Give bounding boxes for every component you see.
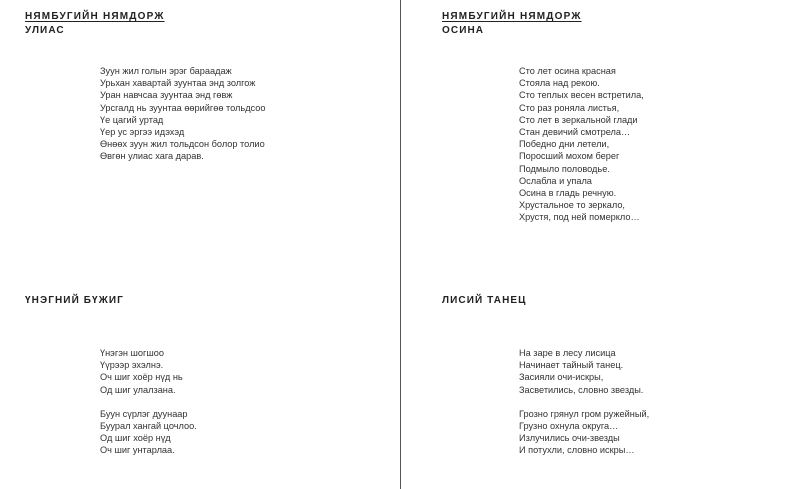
poem-line: Сто теплых весен встретила, xyxy=(519,90,644,101)
poem-line: Уран навчсаа зуунтаа энд гөвж xyxy=(100,90,233,101)
poem-line: Өнөөх зуун жил тольдсон болор толио xyxy=(100,139,265,150)
poem-text xyxy=(519,347,649,457)
poem-line: Хрустя, под ней померкло… xyxy=(519,212,640,223)
poem-line: Стан девичий смотрела… xyxy=(519,127,631,138)
poem-line: Үүрээр эхэлнэ. xyxy=(100,360,164,371)
poem-title: ОСИНА xyxy=(442,25,485,36)
poem-line: Ослабла и упала xyxy=(519,175,592,186)
poem-line: Начинает тайный танец. xyxy=(519,360,624,371)
right-page xyxy=(402,0,800,489)
poem-line: Оч шиг хоёр нүд нь xyxy=(100,372,183,383)
poem-line: Үер ус эргээ идэхэд xyxy=(100,127,185,138)
poem-line: Осина в гладь речную. xyxy=(519,188,617,199)
poem-line: Засветились, словно звезды. xyxy=(519,384,644,395)
poem-line: Засияли очи-искры, xyxy=(519,372,604,383)
page-divider xyxy=(400,0,401,489)
poem-line: Победно дни летели, xyxy=(519,139,610,150)
poem-title: ҮНЭГНИЙ БҮЖИГ xyxy=(25,295,124,306)
poem-line: Од шиг улалзана. xyxy=(100,384,176,395)
poem-line: Поросший мохом берег xyxy=(519,151,620,162)
poem-line: Сто лет в зеркальной глади xyxy=(519,114,638,125)
poem-line: Од шиг хоёр нүд xyxy=(100,433,171,444)
poem-line: Зуун жил голын эрэг бараадаж xyxy=(100,66,232,76)
poem-line: Сто раз роняла листья, xyxy=(519,102,620,113)
poem-line: Сто лет осина красная xyxy=(519,66,616,76)
poem-line: Грузно охнула округа… xyxy=(519,421,619,432)
poem-text xyxy=(100,347,197,457)
poem-line: Хрустальное то зеркало, xyxy=(519,200,625,211)
author-name: НЯМБУГИЙН НЯМДОРЖ xyxy=(25,11,165,22)
poem-line: Излучились очи-звезды xyxy=(519,433,620,444)
poem-line: Буурал хангай цочлоо. xyxy=(100,421,197,432)
poem-text xyxy=(519,65,644,224)
poem-title: УЛИАС xyxy=(25,25,65,36)
poem-line: Урьхан хавартай зуунтаа энд золгож xyxy=(100,78,256,89)
poem-line: Урсгалд нь зуунтаа өөрийгөө тольдсоо xyxy=(100,102,266,113)
stanza-break xyxy=(519,396,649,408)
poem-line: На заре в лесу лисица xyxy=(519,348,616,358)
author-name: НЯМБУГИЙН НЯМДОРЖ xyxy=(442,11,582,22)
poem-line: Буун сүрлэг дуунаар xyxy=(100,408,188,419)
poem-line: И потухли, словно искры… xyxy=(519,445,635,456)
poem-line: Оч шиг унтарлаа. xyxy=(100,445,175,456)
poem-text xyxy=(100,65,265,163)
poem-line: Өвгөн улиас хага дарав. xyxy=(100,151,204,162)
poem-line: Үнэгэн шогшоо xyxy=(100,348,164,358)
poem-line: Стояла над рекою. xyxy=(519,78,600,89)
poem-line: Грозно грянул гром ружейный, xyxy=(519,408,650,419)
poem-line: Үе цагий уртад xyxy=(100,114,164,125)
stanza-break xyxy=(100,396,197,408)
poem-line: Подмыло половодье. xyxy=(519,163,610,174)
poem-title: ЛИСИЙ ТАНЕЦ xyxy=(442,295,527,306)
